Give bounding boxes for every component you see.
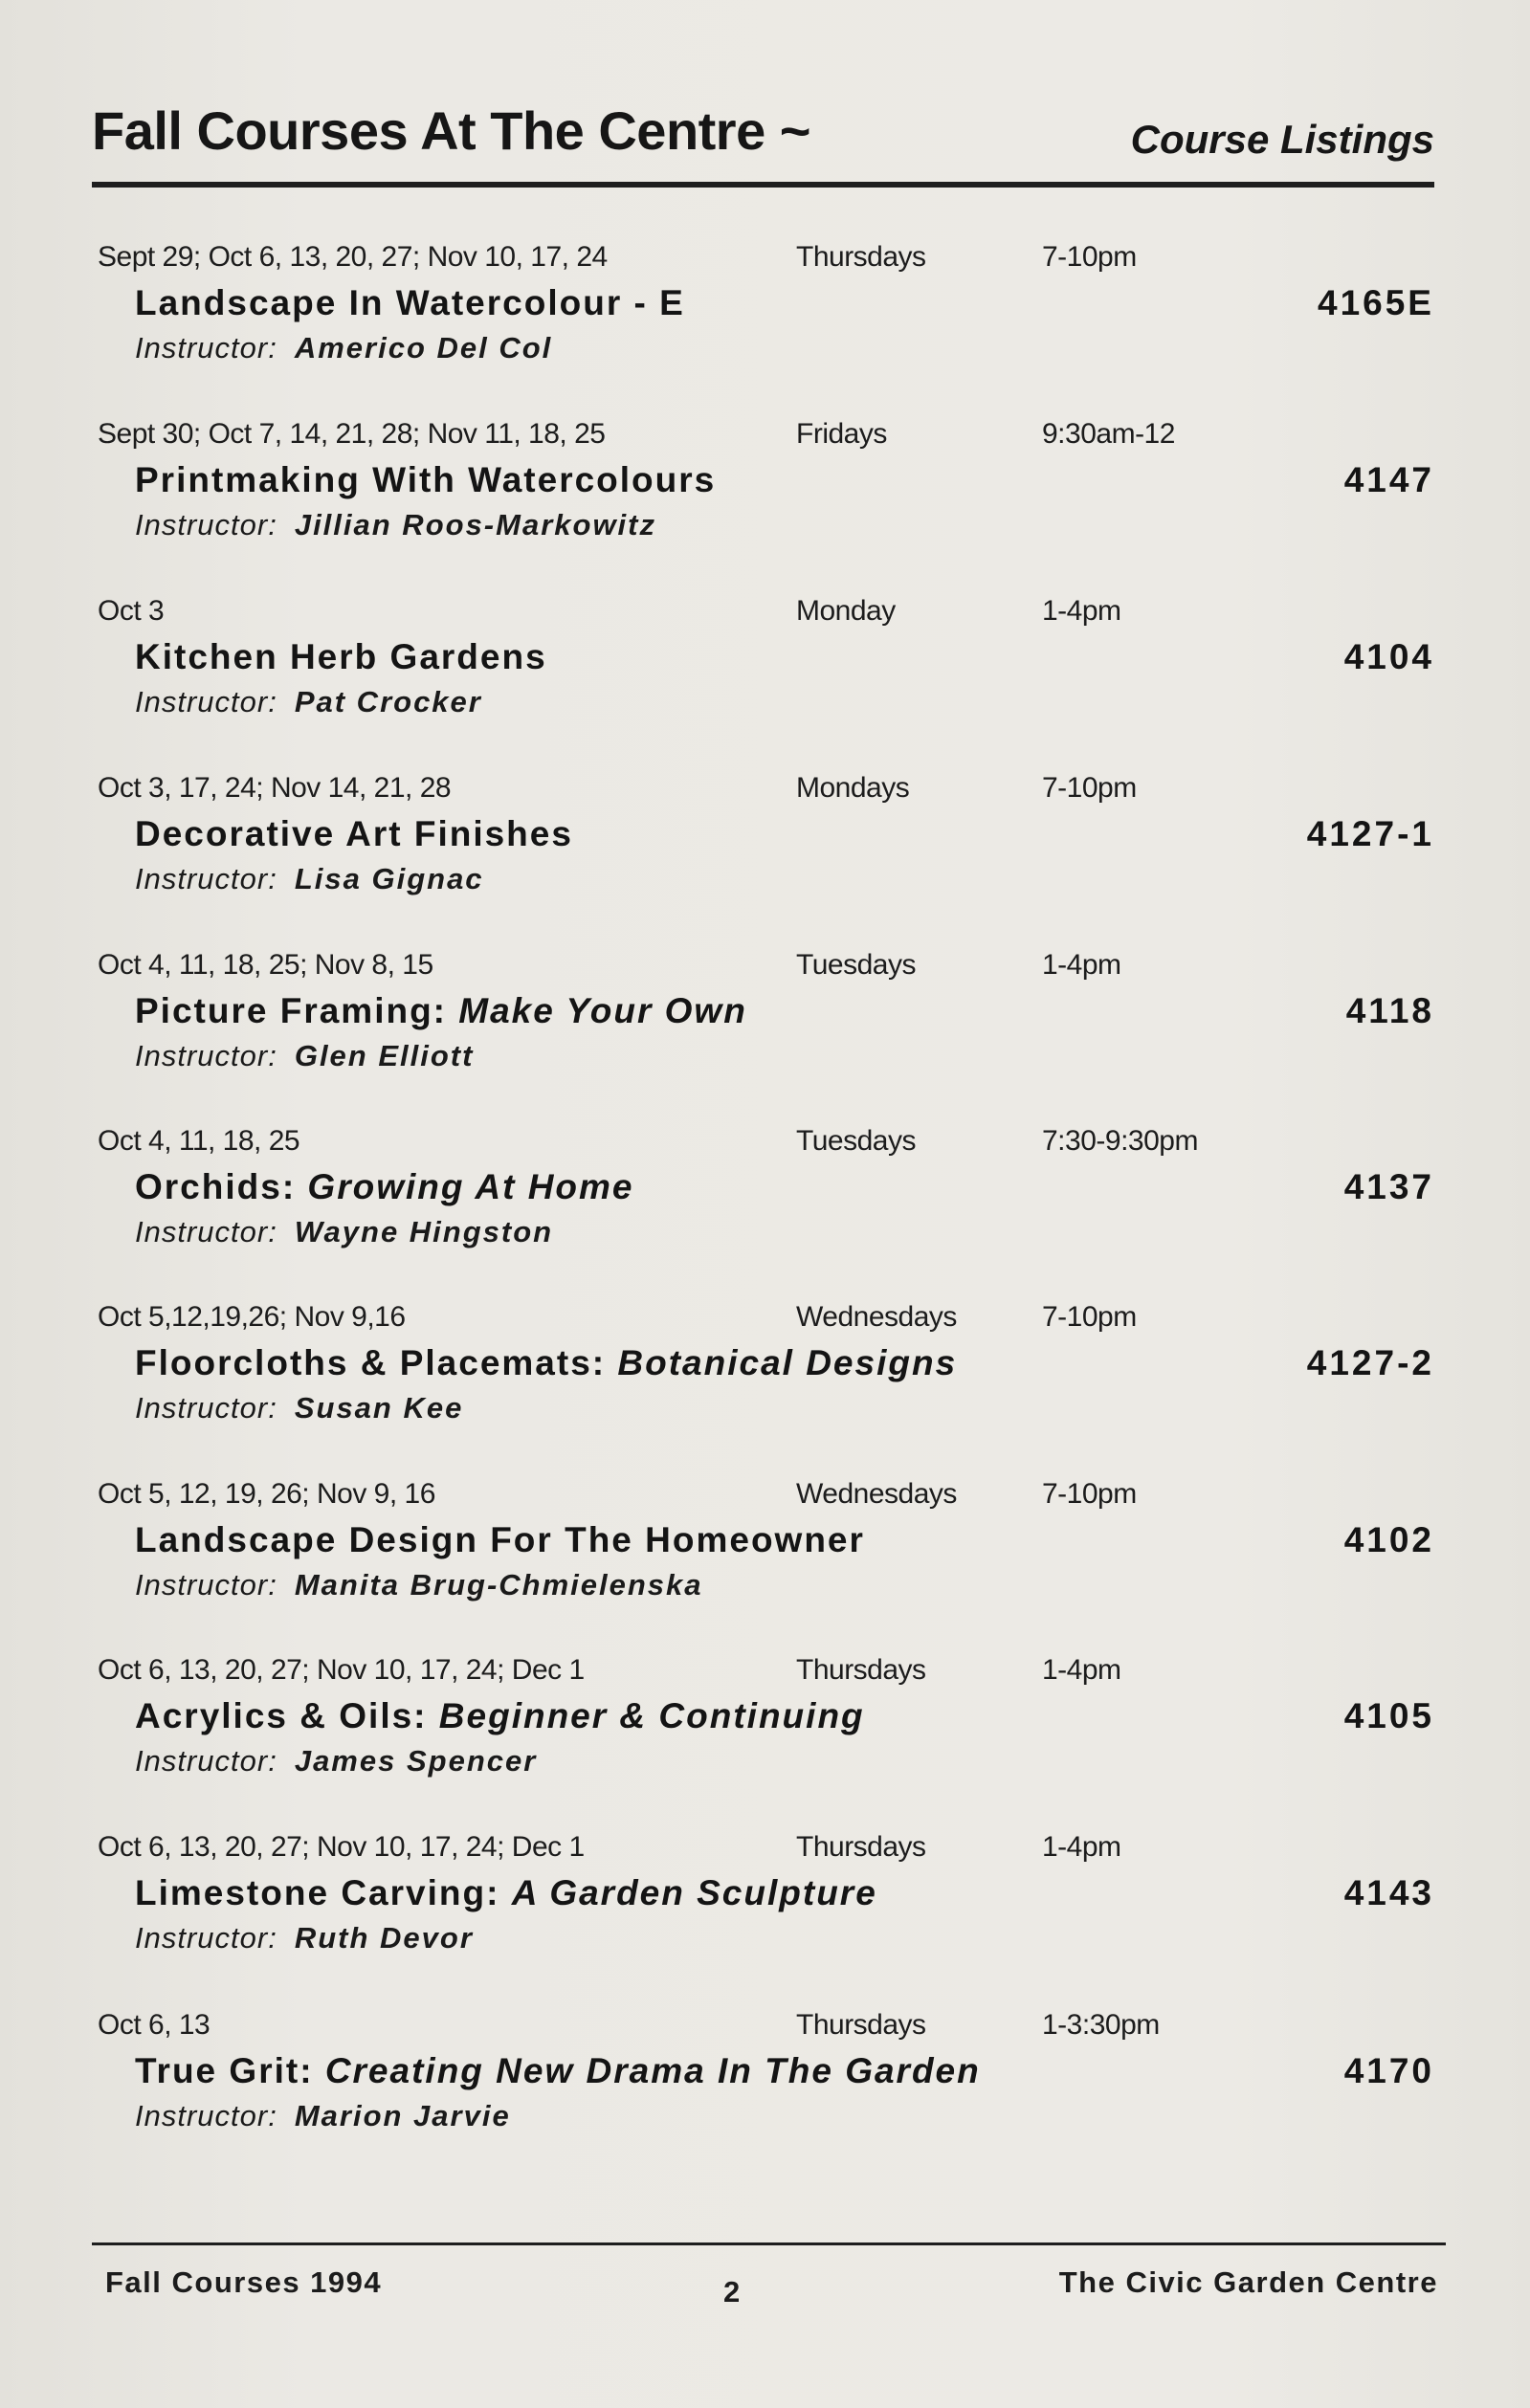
- course-title-main: Floorcloths & Placemats:: [135, 1343, 607, 1382]
- course-title: [135, 1343, 957, 1383]
- course-dates: Oct 6, 13, 20, 27; Nov 10, 17, 24; Dec 1: [98, 1831, 585, 1863]
- course-instructor: [135, 1568, 703, 1602]
- course-days: Tuesdays: [796, 1125, 916, 1157]
- course-code: 4127-2: [1306, 1343, 1434, 1382]
- course-days: Thursdays: [796, 1831, 926, 1863]
- instructor-name: Marion Jarvie: [294, 2099, 511, 2132]
- course-listing: [92, 1125, 1434, 1297]
- course-days: Tuesdays: [796, 949, 916, 981]
- course-title-sub: Botanical Designs: [617, 1343, 958, 1382]
- instructor-name: Wayne Hingston: [294, 1215, 554, 1248]
- course-title: [135, 814, 573, 854]
- course-instructor: [135, 331, 552, 365]
- page-subtitle: Course Listings: [1130, 117, 1434, 162]
- course-dates: Sept 30; Oct 7, 14, 21, 28; Nov 11, 18, 25: [98, 418, 606, 450]
- footer-publication: Fall Courses 1994: [105, 2265, 383, 2299]
- course-time: 1-4pm: [1042, 949, 1121, 981]
- instructor-label: Instructor:: [135, 1568, 277, 1602]
- course-dates: Oct 3: [98, 595, 165, 627]
- course-title: [135, 991, 747, 1031]
- course-code: 4104: [1343, 637, 1434, 676]
- course-title: [135, 1696, 865, 1736]
- course-dates: Oct 6, 13: [98, 2009, 211, 2041]
- course-time: 7-10pm: [1042, 1478, 1137, 1510]
- course-listing: [92, 1831, 1434, 2003]
- instructor-name: Americo Del Col: [294, 331, 553, 365]
- course-code: 4143: [1343, 1873, 1434, 1912]
- course-title-main: Orchids:: [135, 1167, 297, 1206]
- course-dates: Sept 29; Oct 6, 13, 20, 27; Nov 10, 17, 24: [98, 241, 608, 273]
- course-instructor: [135, 862, 484, 896]
- instructor-label: Instructor:: [135, 862, 277, 895]
- course-time: 1-4pm: [1042, 1831, 1121, 1863]
- instructor-label: Instructor:: [135, 685, 277, 718]
- course-instructor: [135, 1391, 463, 1425]
- course-dates: Oct 4, 11, 18, 25; Nov 8, 15: [98, 949, 433, 981]
- course-code: 4165E: [1318, 283, 1434, 322]
- header-rule: [92, 182, 1434, 188]
- instructor-label: Instructor:: [135, 1391, 277, 1425]
- footer-organization: The Civic Garden Centre: [1058, 2265, 1438, 2299]
- instructor-name: Susan Kee: [294, 1391, 464, 1425]
- course-dates: Oct 3, 17, 24; Nov 14, 21, 28: [98, 772, 452, 804]
- course-instructor: [135, 685, 482, 719]
- instructor-name: Glen Elliott: [294, 1039, 475, 1072]
- course-instructor: [135, 1921, 474, 1955]
- course-title: [135, 283, 685, 323]
- instructor-name: Pat Crocker: [294, 685, 482, 718]
- course-title: [135, 1520, 865, 1560]
- page-header: [92, 99, 1434, 176]
- course-time: 9:30am-12: [1042, 418, 1175, 450]
- instructor-name: James Spencer: [294, 1744, 538, 1778]
- page-title: Fall Courses At The Centre ~: [92, 100, 810, 161]
- instructor-name: Ruth Devor: [294, 1921, 474, 1955]
- instructor-label: Instructor:: [135, 331, 277, 365]
- course-title: [135, 1167, 634, 1207]
- course-title-main: True Grit:: [135, 2051, 314, 2090]
- course-code: 4102: [1343, 1520, 1434, 1559]
- course-code: 4127-1: [1306, 814, 1434, 853]
- course-title-main: Decorative Art Finishes: [135, 814, 573, 853]
- course-title-sub: A Garden Sculpture: [511, 1873, 877, 1912]
- course-time: 1-4pm: [1042, 1654, 1121, 1686]
- instructor-label: Instructor:: [135, 1744, 277, 1778]
- course-title-main: Kitchen Herb Gardens: [135, 637, 547, 676]
- instructor-name: Lisa Gignac: [294, 862, 484, 895]
- course-instructor: [135, 2099, 511, 2133]
- course-title-main: Picture Framing:: [135, 991, 447, 1030]
- course-title-main: Landscape Design For The Homeowner: [135, 1520, 865, 1559]
- course-listing: [92, 1301, 1434, 1473]
- page-number: 2: [723, 2275, 741, 2309]
- course-days: Mondays: [796, 772, 910, 804]
- course-code: 4170: [1343, 2051, 1434, 2090]
- instructor-label: Instructor:: [135, 508, 277, 541]
- course-days: Wednesdays: [796, 1301, 957, 1333]
- course-instructor: [135, 1215, 553, 1249]
- course-title-main: Printmaking With Watercolours: [135, 460, 717, 499]
- course-listing: [92, 2009, 1434, 2181]
- course-code: 4147: [1343, 460, 1434, 499]
- course-title-main: Landscape In Watercolour - E: [135, 283, 685, 322]
- course-title: [135, 637, 547, 677]
- course-instructor: [135, 1744, 537, 1778]
- course-dates: Oct 4, 11, 18, 25: [98, 1125, 300, 1157]
- course-title-sub: Growing At Home: [307, 1167, 634, 1206]
- course-title: [135, 1873, 877, 1913]
- course-listing: [92, 772, 1434, 944]
- course-listing: [92, 1478, 1434, 1650]
- course-time: 1-4pm: [1042, 595, 1121, 627]
- course-instructor: [135, 1039, 474, 1073]
- course-code: 4118: [1345, 991, 1434, 1030]
- instructor-label: Instructor:: [135, 1215, 277, 1248]
- course-listing: [92, 241, 1434, 413]
- course-dates: Oct 5, 12, 19, 26; Nov 9, 16: [98, 1478, 435, 1510]
- course-listing: [92, 595, 1434, 767]
- course-time: 7-10pm: [1042, 1301, 1137, 1333]
- course-title-main: Limestone Carving:: [135, 1873, 500, 1912]
- course-listing: [92, 418, 1434, 590]
- course-dates: Oct 5,12,19,26; Nov 9,16: [98, 1301, 406, 1333]
- course-days: Thursdays: [796, 2009, 926, 2041]
- course-listing: [92, 949, 1434, 1121]
- course-days: Monday: [796, 595, 896, 627]
- course-title: [135, 2051, 981, 2091]
- course-title-sub: Creating New Drama In The Garden: [324, 2051, 981, 2090]
- instructor-label: Instructor:: [135, 1039, 277, 1072]
- instructor-name: Jillian Roos-Markowitz: [294, 508, 656, 541]
- course-title: [135, 460, 716, 500]
- course-time: 1-3:30pm: [1042, 2009, 1160, 2041]
- course-time: 7:30-9:30pm: [1042, 1125, 1198, 1157]
- course-listing: [92, 1654, 1434, 1826]
- course-title-main: Acrylics & Oils:: [135, 1696, 428, 1735]
- course-dates: Oct 6, 13, 20, 27; Nov 10, 17, 24; Dec 1: [98, 1654, 585, 1686]
- course-days: Wednesdays: [796, 1478, 957, 1510]
- course-code: 4137: [1343, 1167, 1434, 1206]
- course-time: 7-10pm: [1042, 772, 1137, 804]
- course-title-sub: Make Your Own: [458, 991, 747, 1030]
- instructor-label: Instructor:: [135, 2099, 277, 2132]
- instructor-label: Instructor:: [135, 1921, 277, 1955]
- course-instructor: [135, 508, 656, 542]
- instructor-name: Manita Brug-Chmielenska: [294, 1568, 703, 1602]
- course-days: Fridays: [796, 418, 887, 450]
- course-title-sub: Beginner & Continuing: [438, 1696, 865, 1735]
- course-code: 4105: [1343, 1696, 1434, 1735]
- course-time: 7-10pm: [1042, 241, 1137, 273]
- footer-rule: [92, 2242, 1446, 2245]
- course-days: Thursdays: [796, 1654, 926, 1686]
- course-days: Thursdays: [796, 241, 926, 273]
